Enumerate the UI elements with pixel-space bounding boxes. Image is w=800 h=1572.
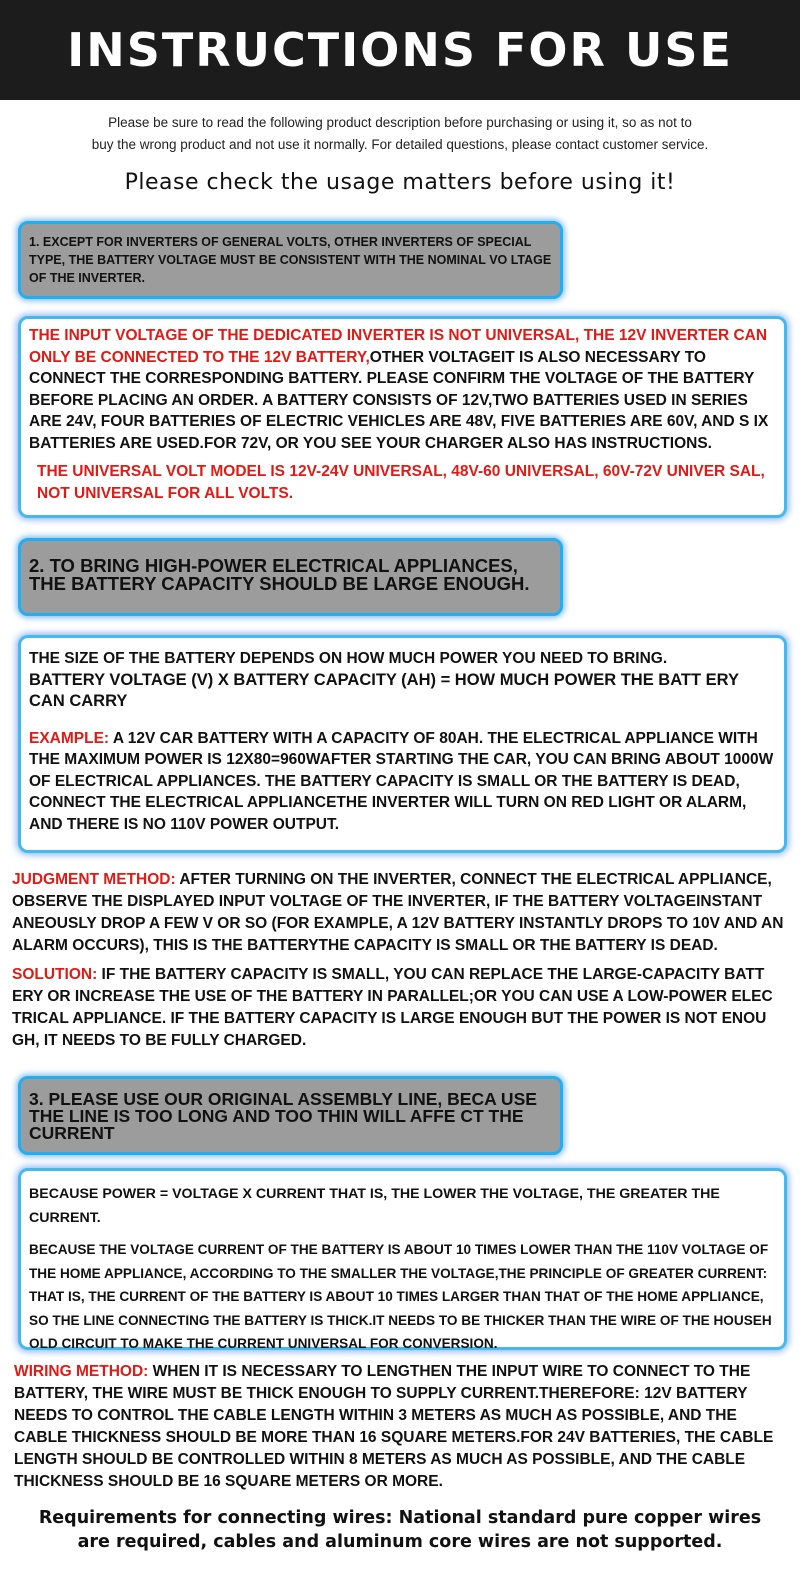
solution-label: SOLUTION:	[12, 966, 98, 983]
section1-heading: 1. EXCEPT FOR INVERTERS OF GENERAL VOLTS, OTHER INVERTERS OF SPECIAL TYPE, THE BATTERY VOLTAGE MUST BE CONSISTENT WITH THE NOMINAL VO LTAGE OF THE INVERTER.	[29, 235, 552, 285]
section2-heading: 2. TO BRING HIGH-POWER ELECTRICAL APPLIANCES, THE BATTERY CAPACITY SHOULD BE LARGE ENOUGH.	[29, 555, 530, 594]
check-usage-title: Please check the usage matters before using it!	[124, 170, 676, 195]
wiring-method	[14, 1361, 792, 1493]
judgment-text: AFTER TURNING ON THE INVERTER, CONNECT THE ELECTRICAL APPLIANCE, OBSERVE THE DISPLAYED INPUT VOLTAGE OF THE INVERTER, IF THE BATTERY VOLTAGEINSTANT ANEOUSLY DROP A FEW V OR SO (FOR EXAMPLE, A 12V BATTERY INSTANTLY DROPS TO 10V AND AN ALARM OCCURS), THIS IS THE BATTERYTHE CAPACITY IS SMALL OR THE BATTERY IS DEAD.	[12, 871, 784, 954]
section3-body-box	[18, 1168, 787, 1350]
judgment-method	[12, 869, 798, 957]
section3-body-text: BECAUSE THE VOLTAGE CURRENT OF THE BATTERY IS ABOUT 10 TIMES LOWER THAN THE 110V VOLTAGE OF THE HOME APPLIANCE, ACCORDING TO THE SMALLER THE VOLTAGE,THE PRINCIPLE OF GREATER CURRENT: THAT IS, THE CURRENT OF THE BATTERY IS ABOUT 10 TIMES LARGER THAN THAT OF THE HOME APPLIANCE, SO THE LINE CONNECTING THE BATTERY IS THICK.IT NEEDS TO BE THICKER THAN THE WIRE OF THE HOUSEH OLD CIRCUIT TO MAKE THE CURRENT UNIVERSAL FOR CONVERSION.	[29, 1242, 772, 1351]
intro-line: Please be sure to read the following product description before purchasing or using it, so as not to	[108, 115, 692, 130]
wiring-label: WIRING METHOD:	[14, 1363, 149, 1380]
section1-heading-box	[18, 221, 563, 299]
example-label: EXAMPLE:	[29, 729, 110, 747]
page-title: INSTRUCTIONS FOR USE	[67, 23, 733, 77]
section2-heading-box	[18, 538, 563, 616]
intro-line: buy the wrong product and not use it normally. For detailed questions, please contact customer service.	[91, 137, 709, 152]
wiring-text: WHEN IT IS NECESSARY TO LENGTHEN THE INPUT WIRE TO CONNECT TO THE BATTERY, THE WIRE MUST BE THICK ENOUGH TO SUPPLY CURRENT.THEREFORE: 12V BATTERY NEEDS TO CONTROL THE CABLE LENGTH WITHIN 3 METERS AS MUCH AS POSSIBLE, AND THE CABLE THICKNESS SHOULD BE MORE THAN 16 SQUARE METERS.FOR 24V BATTERIES, THE CABLE LENGTH SHOULD BE CONTROLLED WITHIN 8 METERS AS MUCH AS POSSIBLE, AND THE CABLE THICKNESS SHOULD BE 16 SQUARE METERS OR MORE.	[14, 1363, 774, 1490]
example-text: A 12V CAR BATTERY WITH A CAPACITY OF 80AH. THE ELECTRICAL APPLIANCE WITH THE MAXIMUM POWER IS 12X80=960WAFTER STARTING THE CAR, YOU CAN BRING ABOUT 1000W OF ELECTRICAL APPLIANCES. THE BATTERY CAPACITY IS SMALL OR THE BATTERY IS DEAD, CONNECT THE ELECTRICAL APPLIANCETHE INVERTER WILL TURN ON RED LIGHT OR ALARM, AND THERE IS NO 110V POWER OUTPUT.	[29, 729, 774, 833]
section1-body-text: OTHER VOLTAGEIT IS ALSO NECESSARY TO CONNECT THE CORRESPONDING BATTERY. PLEASE CONFIRM THE VOLTAGE OF THE BATTERY BEFORE PLACING AN ORDER. A BATTERY CONSISTS OF 12V,TWO BATTERIES USED IN SERIES ARE 24V, FOUR BATTERIES OF ELECTRIC VEHICLES ARE 48V, FIVE BATTERIES ARE 60V, AND S IX BATTERIES ARE USED.FOR 72V, OR YOU SEE YOUR CHARGER ALSO HAS INSTRUCTIONS.	[29, 348, 769, 452]
requirements-note: Requirements for connecting wires: National standard pure copper wires are required, cables and aluminum core wires are not supported.	[38, 1508, 762, 1552]
section2-line: THE SIZE OF THE BATTERY DEPENDS ON HOW MUCH POWER YOU NEED TO BRING.	[29, 650, 668, 667]
solution-text: IF THE BATTERY CAPACITY IS SMALL, YOU CAN REPLACE THE LARGE-CAPACITY BATT ERY OR INCREASE THE USE OF THE BATTERY IN PARALLEL;OR YOU CAN USE A LOW-POWER ELEC TRICAL APPLIANCE. IF THE BATTERY CAPACITY IS LARGE ENOUGH BUT THE POWER IS NOT ENOU GH, IT NEEDS TO BE FULLY CHARGED.	[12, 966, 773, 1049]
section2-formula: BATTERY VOLTAGE (V) X BATTERY CAPACITY (AH) = HOW MUCH POWER THE BATT ERY CAN CARRY	[29, 670, 739, 710]
section3-heading: 3. PLEASE USE OUR ORIGINAL ASSEMBLY LINE, BECA USE THE LINE IS TOO LONG AND TOO THIN WILL AFFE CT THE CURRENT	[29, 1089, 537, 1143]
section1-body-box	[18, 316, 787, 518]
solution	[12, 964, 798, 1052]
section2-example	[29, 728, 776, 836]
section3-heading-box	[18, 1076, 563, 1155]
section3-line: BECAUSE POWER = VOLTAGE X CURRENT THAT IS, THE LOWER THE VOLTAGE, THE GREATER THE CURRENT.	[29, 1186, 720, 1226]
section1-paragraph	[29, 325, 776, 454]
section2-body-box	[18, 635, 787, 853]
section1-universal-note: THE UNIVERSAL VOLT MODEL IS 12V-24V UNIVERSAL, 48V-60 UNIVERSAL, 60V-72V UNIVER SAL, NOT UNIVERSAL FOR ALL VOLTS.	[37, 463, 765, 502]
judgment-label: JUDGMENT METHOD:	[12, 871, 176, 888]
header-bar	[0, 0, 800, 100]
section1-red-text: THE INPUT VOLTAGE OF THE DEDICATED INVERTER IS NOT UNIVERSAL, THE 12V INVERTER CAN ONLY BE CONNECTED TO THE 12V BATTERY,	[29, 327, 768, 366]
intro-text	[20, 112, 780, 156]
